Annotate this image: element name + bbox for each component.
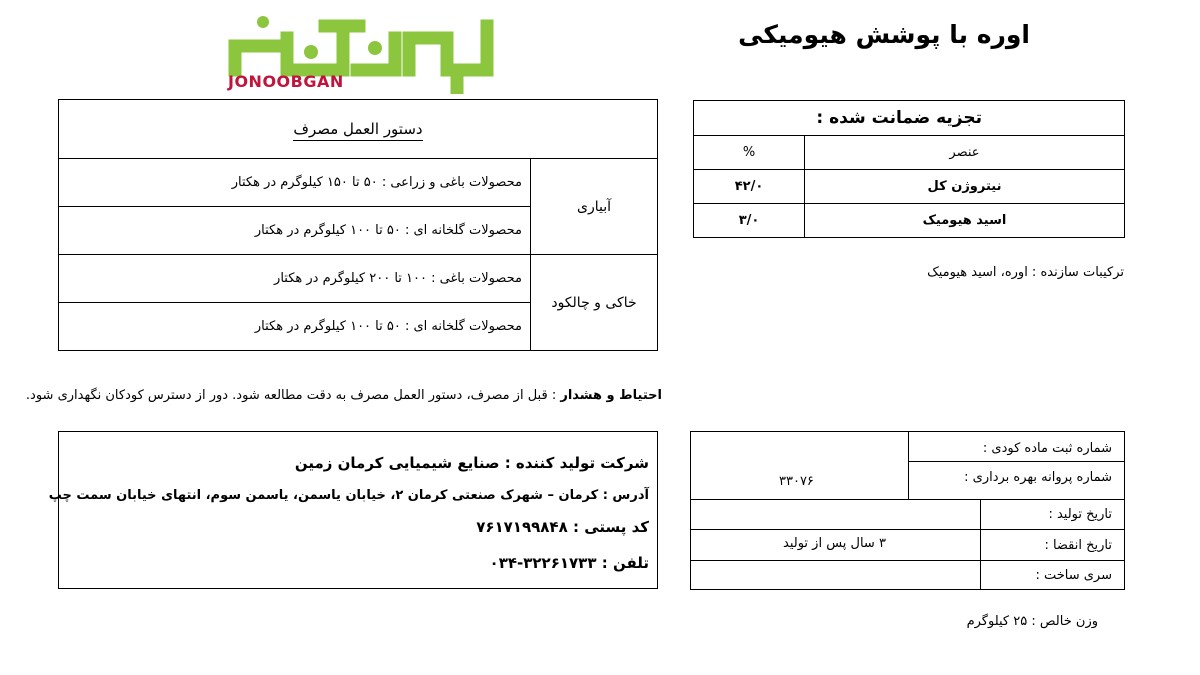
analysis-row-element: نیتروژن کل <box>805 170 1125 204</box>
analysis-row-value: ۳/۰ <box>694 204 805 238</box>
usage-dose: محصولات باغی : ۱۰۰ تا ۲۰۰ کیلوگرم در هکتار <box>59 255 531 303</box>
operating-permit-label: شماره پروانه بهره برداری : <box>964 470 1112 485</box>
ingredients-text: ترکیبات سازنده : اوره، اسید هیومیک <box>927 265 1124 280</box>
operating-permit-value: ۳۳۰۷۶ <box>779 474 814 489</box>
analysis-col-element: عنصر <box>805 136 1125 170</box>
logo-latin-text: JONOOBGAN <box>228 72 344 91</box>
manufacturer-postal-code: کد پستی : ۷۶۱۷۱۹۹۸۴۸ <box>476 518 649 536</box>
product-title: اوره با پوشش هیومیکی <box>738 20 1030 49</box>
analysis-table <box>693 100 1125 238</box>
warning-text <box>26 388 662 403</box>
manufacturer-phone: تلفن : ۳۲۲۶۱۷۳۳-۰۳۴ <box>489 554 649 572</box>
usage-method: خاکی و چالکود <box>531 255 658 351</box>
usage-title: دستور العمل مصرف <box>293 120 422 141</box>
usage-table <box>58 99 658 351</box>
batch-number-label: سری ساخت : <box>1035 568 1112 583</box>
manufacturer-name: شرکت تولید کننده : صنایع شیمیایی کرمان زمین <box>294 454 649 472</box>
expiry-date-label: تاریخ انقضا : <box>1044 538 1112 553</box>
analysis-col-percent: % <box>694 136 805 170</box>
usage-dose: محصولات گلخانه ای : ۵۰ تا ۱۰۰ کیلوگرم در هکتار <box>59 207 531 255</box>
expiry-date-value: ۳ سال پس از تولید <box>783 536 886 551</box>
production-date-label: تاریخ تولید : <box>1048 507 1112 522</box>
net-weight: وزن خالص : ۲۵ کیلوگرم <box>966 614 1098 629</box>
usage-dose: محصولات گلخانه ای : ۵۰ تا ۱۰۰ کیلوگرم در هکتار <box>59 303 531 351</box>
registration-table <box>690 431 1125 590</box>
usage-dose: محصولات باغی و زراعی : ۵۰ تا ۱۵۰ کیلوگرم در هکتار <box>59 159 531 207</box>
manufacturer-address: آدرس : کرمان – شهرک صنعتی کرمان ۲، خیابان یاسمن، یاسمن سوم، انتهای خیابان سمت چپ <box>48 488 649 503</box>
usage-method: آبیاری <box>531 159 658 255</box>
analysis-title: تجزیه ضمانت شده : <box>694 101 1125 136</box>
manufacturer-box <box>48 431 658 589</box>
fertilizer-registration-label: شماره ثبت ماده کودی : <box>982 441 1112 456</box>
warning-label: احتیاط و هشدار <box>560 388 662 403</box>
analysis-row-element: اسید هیومیک <box>805 204 1125 238</box>
warning-body: : قبل از مصرف، دستور العمل مصرف به دقت مطالعه شود. دور از دسترس کودکان نگهداری شود. <box>25 388 561 403</box>
analysis-row-value: ۴۲/۰ <box>694 170 805 204</box>
